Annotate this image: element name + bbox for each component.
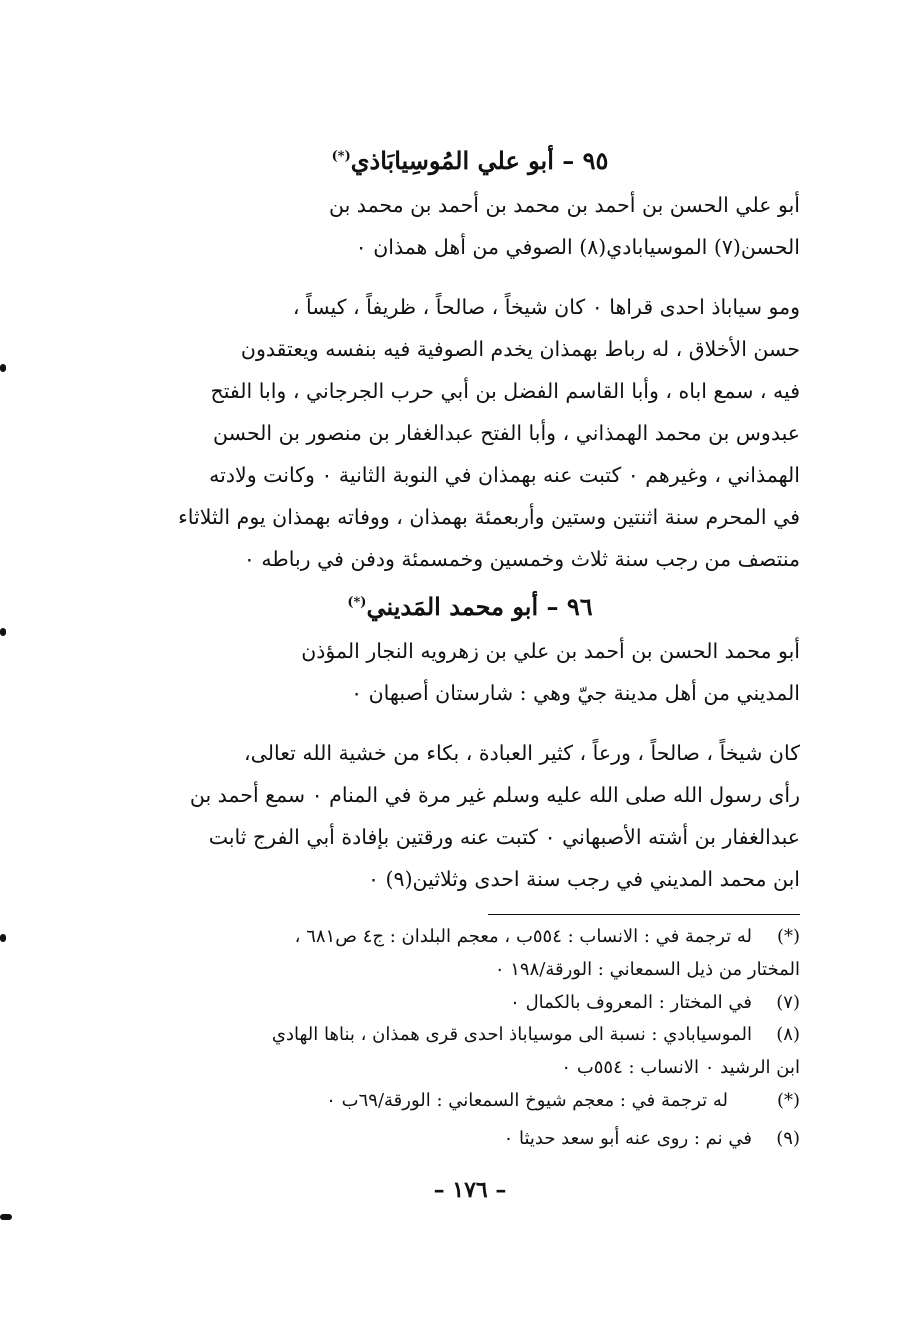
- footnote-number: (٩): [776, 1128, 800, 1149]
- entry-95-heading-mark: (*): [331, 149, 351, 164]
- entry-95-body-line: حسن الأخلاق ، له رباط بهمذان يخدم الصوفية فيه بنفسه ويعتقدون: [240, 337, 800, 361]
- footnote-item: [140, 1123, 800, 1155]
- footnote-divider: [488, 914, 800, 915]
- footnote-number: (*): [776, 1090, 800, 1111]
- footnote-number: (*): [776, 926, 800, 947]
- entry-96-body-line: عبدالغفار بن أشته الأصبهاني ٠ كتبت عنه ورقتين بإفادة أبي الفرج ثابت: [208, 825, 800, 849]
- entry-95-name-line-2: الحسن(٧) الموسيابادي(٨) الصوفي من أهل همذان ٠: [355, 235, 800, 259]
- entry-95-body-line: منتصف من رجب سنة ثلاث وخمسين وخمسمئة ودفن في رباطه ٠: [243, 547, 800, 571]
- footnote-continuation: المختار من ذيل السمعاني : الورقة/١٩٨ ٠: [494, 959, 800, 980]
- entry-96-body-line: كان شيخاً ، صالحاً ، ورعاً ، كثير العبادة ، بكاء من خشية الله تعالى،: [244, 741, 800, 765]
- entry-96-heading-mark: (*): [347, 595, 367, 610]
- footnote-text: له ترجمة في : الانساب : ٥٥٤ب ، معجم البلدان : ج٤ ص٦٨١ ،: [294, 926, 752, 947]
- entry-95-title: ٩٥ – أبو علي المُوسِيابَاذي: [350, 146, 609, 175]
- entry-95-name-line-1: أبو علي الحسن بن أحمد بن محمد بن أحمد بن محمد بن: [328, 193, 800, 217]
- footnote-text: في المختار : المعروف بالكمال ٠: [510, 992, 752, 1013]
- footnote-item: [140, 921, 800, 953]
- footnote-text: الموسيابادي : نسبة الى موسياباذ احدى قرى همذان ، بناها الهادي: [271, 1024, 752, 1045]
- margin-mark: [0, 934, 6, 942]
- entry-96-heading: [140, 586, 800, 624]
- page-content: [140, 140, 800, 1203]
- footnote-text: في نم : روى عنه أبو سعد حديثا ٠: [503, 1128, 752, 1149]
- entry-95-body-line: في المحرم سنة اثنتين وستين وأربعمئة بهمذان ، ووفاته بهمذان يوم الثلاثاء: [178, 505, 800, 529]
- entry-96-body-line: رأى رسول الله صلى الله عليه وسلم غير مرة في المنام ٠ سمع أحمد بن: [189, 783, 800, 807]
- margin-mark: [0, 364, 6, 372]
- entry-95-body-line: الهمذاني ، وغيرهم ٠ كتبت عنه بهمذان في النوبة الثانية ٠ وكانت ولادته: [209, 463, 800, 487]
- footnote-item: [140, 1085, 800, 1117]
- entry-96-name-line-1: أبو محمد الحسن بن أحمد بن علي بن زهرويه النجار المؤذن: [301, 639, 800, 663]
- entry-95-heading: [140, 140, 800, 178]
- entry-96-name-line-2: المديني من أهل مدينة جيّ وهي : شارستان أصبهان ٠: [351, 681, 800, 705]
- footnote-item: [140, 1019, 800, 1051]
- footnote-item: [140, 987, 800, 1019]
- entry-95-body-line: عبدوس بن محمد الهمذاني ، وأبا الفتح عبدالغفار بن منصور بن الحسن: [213, 421, 800, 445]
- entry-96-body-line: ابن محمد المديني في رجب سنة احدى وثلاثين(٩) ٠: [368, 867, 800, 891]
- footnote-number: (٧): [776, 992, 800, 1013]
- page-number: – ١٧٦ –: [433, 1177, 507, 1203]
- entry-96-title: ٩٦ – أبو محمد المَديني: [366, 592, 593, 621]
- footnote-number: (٨): [776, 1024, 800, 1045]
- entry-95-body-line: فيه ، سمع اباه ، وأبا القاسم الفضل بن أبي حرب الجرجاني ، وابا الفتح: [210, 379, 800, 403]
- footnote-text: له ترجمة في : معجم شيوخ السمعاني : الورقة/٦٩ب ٠: [326, 1090, 728, 1111]
- margin-mark: [0, 628, 6, 636]
- entry-95-body-line: ومو سياباذ احدى قراها ٠ كان شيخاً ، صالحاً ، ظريفاً ، كيساً ،: [292, 295, 800, 319]
- footnote-continuation: ابن الرشيد ٠ الانساب : ٥٥٤ب ٠: [561, 1057, 800, 1078]
- margin-mark: [0, 1214, 12, 1220]
